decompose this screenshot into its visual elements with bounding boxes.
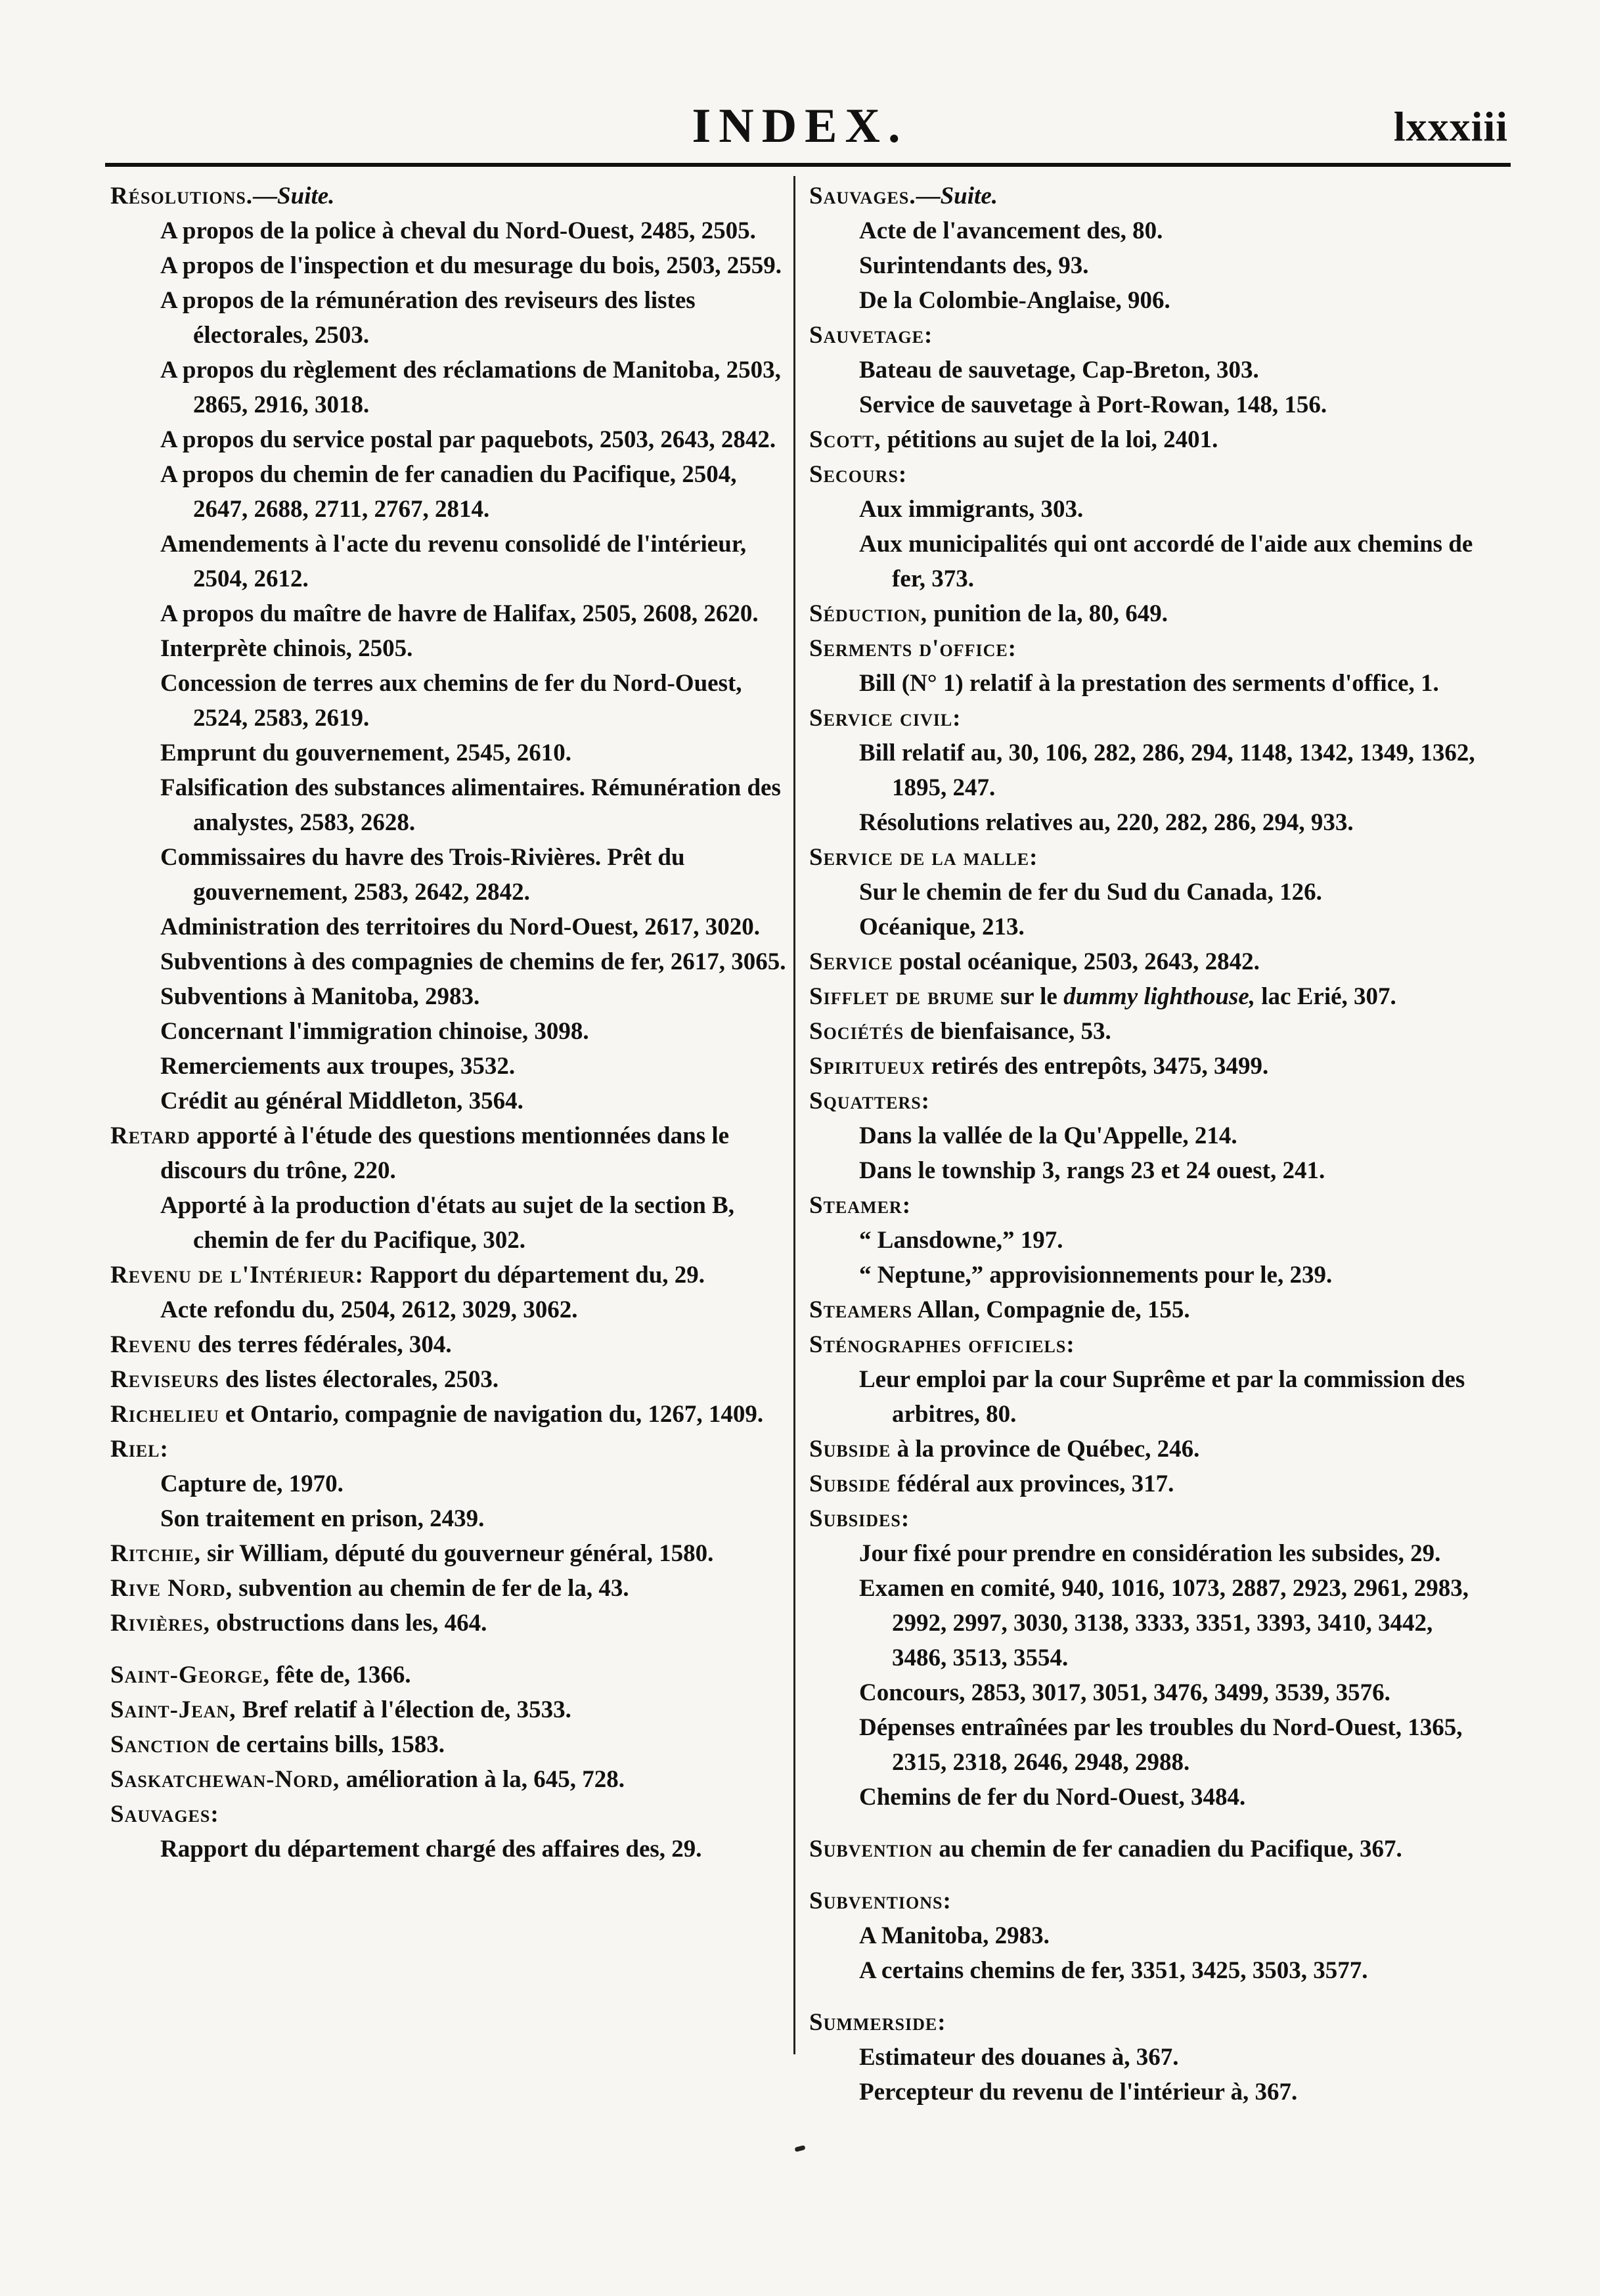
subentry-text: Concernant l'immigration chinoise, 3098. <box>160 1018 589 1045</box>
entry-heading: Sanction <box>110 1731 210 1758</box>
subentry-text: Commissaires du havre des Trois-Rivières. Prêt du gouvernement, 2583, 2642, 2842. <box>160 844 685 906</box>
index-entry <box>809 1832 1492 1866</box>
index-subentry <box>809 353 1492 387</box>
index-entry <box>809 631 1492 666</box>
index-subentry <box>809 1675 1492 1710</box>
entry-heading: Sauvetage: <box>809 322 933 349</box>
index-subentry <box>809 1710 1492 1780</box>
index-subentry <box>809 248 1492 283</box>
subentry-text: Subventions à des compagnies de chemins de fer, 2617, 3065. <box>160 948 786 975</box>
subentry-text: A propos de l'inspection et du mesurage du bois, 2503, 2559. <box>160 252 782 279</box>
index-subentry <box>809 492 1492 527</box>
index-entry <box>809 1292 1492 1327</box>
subentry-text: Capture de, 1970. <box>160 1470 344 1497</box>
entry-heading: Service civil: <box>809 705 962 732</box>
index-entry <box>110 1536 793 1571</box>
subentry-text: Concession de terres aux chemins de fer du Nord-Ouest, 2524, 2583, 2619. <box>160 670 742 732</box>
index-subentry <box>110 910 793 944</box>
subentry-text: Aux immigrants, 303. <box>859 496 1084 523</box>
entry-text: subvention au chemin de fer de la, 43. <box>232 1575 629 1602</box>
index-entry <box>110 1606 793 1641</box>
entry-text: de bienfaisance, 53. <box>904 1018 1111 1045</box>
index-subentry <box>110 1832 793 1866</box>
index-subentry <box>809 1571 1492 1675</box>
index-entry <box>809 840 1492 875</box>
ink-mark <box>794 2145 805 2152</box>
entry-heading: Reviseurs <box>110 1366 219 1393</box>
entry-text: punition de la, 80, 649. <box>927 600 1168 627</box>
index-subentry <box>110 944 793 979</box>
index-subentry <box>110 457 793 527</box>
right-column <box>809 179 1492 2109</box>
subentry-text: A propos du règlement des réclamations de Manitoba, 2503, 2865, 2916, 3018. <box>160 357 781 418</box>
entry-heading: Steamer: <box>809 1192 912 1219</box>
subentry-text: Falsification des substances alimentaires. Rémunération des analystes, 2583, 2628. <box>160 774 781 836</box>
subentry-text: De la Colombie-Anglaise, 906. <box>859 287 1170 314</box>
entry-italic: Suite. <box>940 183 998 210</box>
page-title: INDEX. <box>692 99 908 153</box>
index-subentry <box>110 1292 793 1327</box>
entry-heading: Subside <box>809 1436 891 1463</box>
entry-heading: Revenu de l'Intérieur: <box>110 1262 364 1289</box>
index-subentry <box>110 840 793 910</box>
entry-heading: Richelieu <box>110 1401 219 1428</box>
index-entry <box>110 1658 793 1692</box>
index-subentry <box>809 387 1492 422</box>
subentry-text: Remerciements aux troupes, 3532. <box>160 1053 516 1080</box>
entry-text: des terres fédérales, 304. <box>191 1331 452 1358</box>
subentry-text: Rapport du département chargé des affaires des, 29. <box>160 1836 702 1863</box>
index-entry <box>809 318 1492 353</box>
index-entry <box>110 1327 793 1362</box>
index-subentry <box>110 770 793 840</box>
subentry-text: A Manitoba, 2983. <box>859 1922 1050 1949</box>
index-entry <box>809 457 1492 492</box>
index-subentry <box>110 1188 793 1258</box>
entry-text: lac Erié, 307. <box>1255 983 1396 1010</box>
index-subentry <box>809 213 1492 248</box>
entry-heading: Sténographes officiels: <box>809 1331 1075 1358</box>
entry-heading: Sifflet de brume <box>809 983 994 1010</box>
index-subentry <box>110 213 793 248</box>
index-entry <box>809 1049 1492 1084</box>
index-subentry <box>110 631 793 666</box>
index-entry <box>809 1014 1492 1049</box>
entry-heading: Subsides: <box>809 1505 910 1532</box>
index-entry <box>110 1397 793 1432</box>
index-subentry <box>110 283 793 353</box>
index-subentry <box>809 1118 1492 1153</box>
index-subentry <box>809 805 1492 840</box>
entry-text: fête de, 1366. <box>269 1662 411 1689</box>
subentry-text: Examen en comité, 940, 1016, 1073, 2887, 2923, 2961, 2983, 2992, 2997, 3030, 3138, 3333, 3351, 3393, 3410, 3442, 3486, 3513, 3554. <box>859 1575 1469 1671</box>
entry-heading: Sauvages. <box>809 183 916 210</box>
subentry-text: Apporté à la production d'états au sujet de la section B, chemin de fer du Pacifique, 302. <box>160 1192 734 1254</box>
index-subentry <box>809 1223 1492 1258</box>
subentry-text: Interprète chinois, 2505. <box>160 635 413 662</box>
index-subentry <box>110 1049 793 1084</box>
header-rule <box>105 163 1511 167</box>
index-subentry <box>809 2040 1492 2075</box>
index-entry <box>809 422 1492 457</box>
index-entry <box>809 1501 1492 1536</box>
index-subentry <box>809 1153 1492 1188</box>
index-subentry <box>110 248 793 283</box>
entry-heading: Ritchie, <box>110 1540 201 1567</box>
subentry-text: “ Lansdowne,” 197. <box>859 1227 1063 1254</box>
subentry-text: Résolutions relatives au, 220, 282, 286, 294, 933. <box>859 809 1354 836</box>
index-entry <box>809 1884 1492 1918</box>
subentry-text: Jour fixé pour prendre en considération les subsides, 29. <box>859 1540 1441 1567</box>
entry-text: au chemin de fer canadien du Pacifique, 367. <box>933 1836 1402 1863</box>
subentry-text: A propos du service postal par paquebots, 2503, 2643, 2842. <box>160 426 776 453</box>
index-entry <box>110 1797 793 1832</box>
entry-text: apporté à l'étude des questions mentionnées dans le discours du trône, 220. <box>160 1122 730 1184</box>
entry-text: obstructions dans les, 464. <box>210 1610 487 1637</box>
index-subentry <box>809 666 1492 701</box>
subentry-text: Chemins de fer du Nord-Ouest, 3484. <box>859 1784 1246 1811</box>
index-entry <box>809 1327 1492 1362</box>
index-entry <box>809 701 1492 736</box>
subentry-text: Bill relatif au, 30, 106, 282, 286, 294, 1148, 1342, 1349, 1362, 1895, 247. <box>859 740 1475 801</box>
index-subentry <box>110 1084 793 1118</box>
index-subentry <box>110 596 793 631</box>
subentry-text: Sur le chemin de fer du Sud du Canada, 126. <box>859 879 1322 906</box>
entry-heading: Sociétés <box>809 1018 904 1045</box>
subentry-text: A propos de la rémunération des reviseurs des listes électorales, 2503. <box>160 287 696 349</box>
entry-heading: Riel: <box>110 1436 169 1463</box>
subentry-text: Acte de l'avancement des, 80. <box>859 217 1163 244</box>
subentry-text: A propos du chemin de fer canadien du Pacifique, 2504, 2647, 2688, 2711, 2767, 2814. <box>160 461 737 523</box>
index-subentry <box>110 422 793 457</box>
index-subentry <box>110 736 793 770</box>
index-subentry <box>809 1258 1492 1292</box>
index-subentry <box>110 1467 793 1501</box>
subentry-text: Bateau de sauvetage, Cap-Breton, 303. <box>859 357 1259 384</box>
index-entry <box>809 179 1492 213</box>
entry-text: et Ontario, compagnie de navigation du, 1267, 1409. <box>219 1401 764 1428</box>
index-subentry <box>809 1953 1492 1988</box>
subentry-text: Surintendants des, 93. <box>859 252 1089 279</box>
index-subentry <box>110 979 793 1014</box>
entry-heading: Service <box>809 948 893 975</box>
entry-text: — <box>916 183 941 210</box>
entry-heading: Subside <box>809 1470 891 1497</box>
subentry-text: Océanique, 213. <box>859 914 1025 940</box>
entry-text: postal océanique, 2503, 2643, 2842. <box>893 948 1260 975</box>
entry-heading: Steamers <box>809 1296 913 1323</box>
entry-heading: Subvention <box>809 1836 933 1863</box>
index-subentry <box>809 2075 1492 2109</box>
subentry-text: Bill (N° 1) relatif à la prestation des serments d'office, 1. <box>859 670 1439 697</box>
entry-text: amélioration à la, 645, 728. <box>340 1766 625 1793</box>
index-entry <box>809 979 1492 1014</box>
page-number: lxxxiii <box>1393 103 1508 150</box>
index-entry <box>809 1084 1492 1118</box>
subentry-text: Aux municipalités qui ont accordé de l'aide aux chemins de fer, 373. <box>859 531 1473 592</box>
subentry-text: Estimateur des douanes à, 367. <box>859 2044 1179 2071</box>
index-subentry <box>809 283 1492 318</box>
entry-text: Rapport du département du, 29. <box>363 1262 705 1289</box>
subentry-text: Percepteur du revenu de l'intérieur à, 367. <box>859 2079 1298 2106</box>
subentry-text: A propos du maître de havre de Halifax, 2505, 2608, 2620. <box>160 600 759 627</box>
subentry-text: Dans le township 3, rangs 23 et 24 ouest, 241. <box>859 1157 1325 1184</box>
index-entry <box>809 1467 1492 1501</box>
index-subentry <box>809 1918 1492 1953</box>
entry-italic: dummy lighthouse, <box>1063 983 1256 1010</box>
subentry-text: Amendements à l'acte du revenu consolidé de l'intérieur, 2504, 2612. <box>160 531 747 592</box>
entry-text: de certains bills, 1583. <box>210 1731 445 1758</box>
index-entry <box>809 1432 1492 1467</box>
subentry-text: A propos de la police à cheval du Nord-Ouest, 2485, 2505. <box>160 217 756 244</box>
entry-heading: Résolutions. <box>110 183 254 210</box>
index-subentry <box>110 1501 793 1536</box>
entry-heading: Saint-George, <box>110 1662 270 1689</box>
entry-text: Allan, Compagnie de, 155. <box>912 1296 1190 1323</box>
column-divider <box>793 176 795 2054</box>
entry-text: pétitions au sujet de la loi, 2401. <box>881 426 1218 453</box>
entry-italic: Suite. <box>277 183 335 210</box>
entry-heading: Séduction, <box>809 600 927 627</box>
index-entry <box>110 1258 793 1292</box>
entry-text: — <box>253 183 278 210</box>
subentry-text: Emprunt du gouvernement, 2545, 2610. <box>160 740 571 766</box>
entry-text: Bref relatif à l'élection de, 3533. <box>236 1696 571 1723</box>
subentry-text: Subventions à Manitoba, 2983. <box>160 983 480 1010</box>
index-subentry <box>110 527 793 596</box>
entry-text: fédéral aux provinces, 317. <box>891 1470 1174 1497</box>
index-subentry <box>110 353 793 422</box>
subentry-text: Dépenses entraînées par les troubles du Nord-Ouest, 1365, 2315, 2318, 2646, 2948, 2988. <box>859 1714 1463 1776</box>
entry-heading: Summerside: <box>809 2009 946 2036</box>
index-subentry <box>809 1362 1492 1432</box>
index-entry <box>809 2005 1492 2040</box>
subentry-text: Service de sauvetage à Port-Rowan, 148, 156. <box>859 391 1327 418</box>
index-subentry <box>809 1536 1492 1571</box>
subentry-text: Concours, 2853, 3017, 3051, 3476, 3499, 3539, 3576. <box>859 1679 1390 1706</box>
entry-heading: Sauvages: <box>110 1801 219 1828</box>
entry-heading: Subventions: <box>809 1888 952 1914</box>
entry-heading: Rive Nord, <box>110 1575 233 1602</box>
left-column <box>110 179 793 1866</box>
index-subentry <box>110 666 793 736</box>
index-entry <box>809 944 1492 979</box>
index-entry <box>110 1118 793 1188</box>
index-entry <box>110 1432 793 1467</box>
page-header <box>0 99 1600 171</box>
entry-heading: Revenu <box>110 1331 192 1358</box>
entry-heading: Saskatchewan-Nord, <box>110 1766 340 1793</box>
subentry-text: Administration des territoires du Nord-Ouest, 2617, 3020. <box>160 914 760 940</box>
subentry-text: Acte refondu du, 2504, 2612, 3029, 3062. <box>160 1296 578 1323</box>
entry-heading: Secours: <box>809 461 908 488</box>
subentry-text: A certains chemins de fer, 3351, 3425, 3503, 3577. <box>859 1957 1368 1984</box>
index-subentry <box>809 1780 1492 1815</box>
index-subentry <box>809 910 1492 944</box>
subentry-text: Crédit au général Middleton, 3564. <box>160 1088 523 1115</box>
index-subentry <box>809 527 1492 596</box>
subentry-text: Son traitement en prison, 2439. <box>160 1505 485 1532</box>
index-subentry <box>809 875 1492 910</box>
subentry-text: Leur emploi par la cour Suprême et par la commission des arbitres, 80. <box>859 1366 1465 1428</box>
subentry-text: Dans la vallée de la Qu'Appelle, 214. <box>859 1122 1237 1149</box>
index-entry <box>809 596 1492 631</box>
entry-text: des listes électorales, 2503. <box>219 1366 499 1393</box>
entry-text: retirés des entrepôts, 3475, 3499. <box>925 1053 1269 1080</box>
entry-heading: Service de la malle: <box>809 844 1038 871</box>
entry-heading: Spiritueux <box>809 1053 925 1080</box>
entry-text: sir William, député du gouverneur général, 1580. <box>200 1540 714 1567</box>
index-entry <box>110 179 793 213</box>
subentry-text: “ Neptune,” approvisionnements pour le, 239. <box>859 1262 1333 1289</box>
index-subentry <box>110 1014 793 1049</box>
index-entry <box>110 1571 793 1606</box>
entry-heading: Rivières, <box>110 1610 210 1637</box>
index-entry <box>110 1727 793 1762</box>
entry-heading: Retard <box>110 1122 190 1149</box>
index-entry <box>809 1188 1492 1223</box>
index-entry <box>110 1692 793 1727</box>
entry-text: sur le <box>994 983 1064 1010</box>
entry-heading: Saint-Jean, <box>110 1696 236 1723</box>
index-entry <box>110 1762 793 1797</box>
index-entry <box>110 1362 793 1397</box>
entry-text: à la province de Québec, 246. <box>891 1436 1200 1463</box>
entry-heading: Squatters: <box>809 1088 931 1115</box>
index-subentry <box>809 736 1492 805</box>
entry-heading: Scott, <box>809 426 881 453</box>
entry-heading: Serments d'office: <box>809 635 1017 662</box>
